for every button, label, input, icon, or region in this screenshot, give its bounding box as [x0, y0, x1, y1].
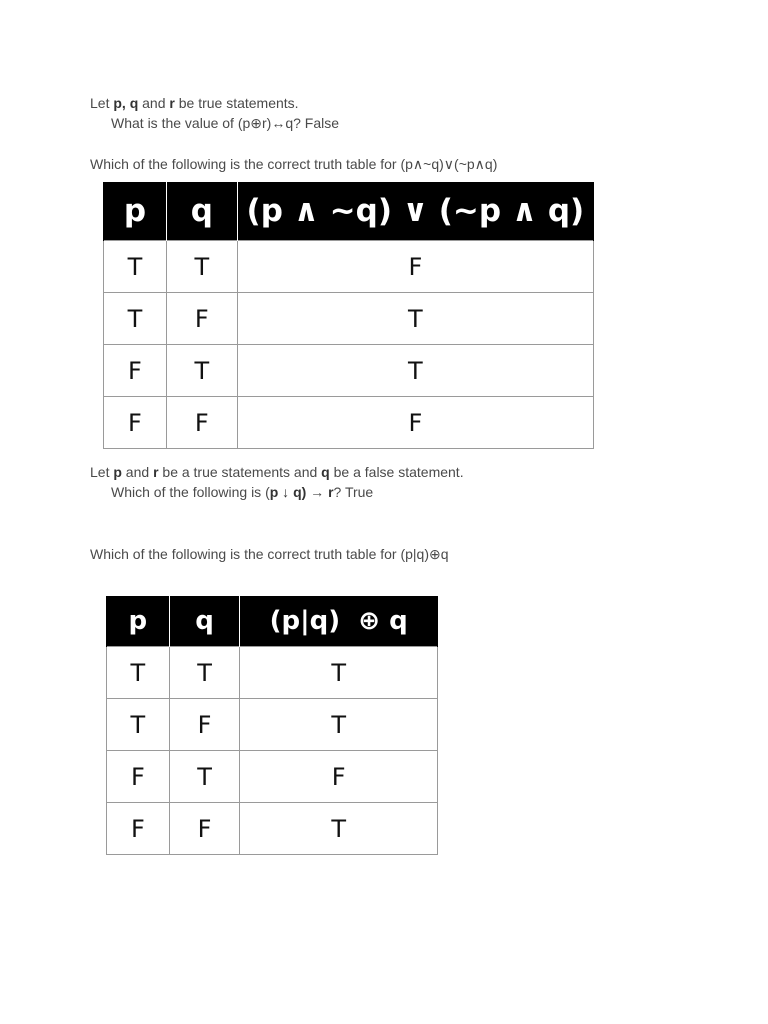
q3-text: be a true statements and: [158, 464, 322, 480]
q3-statement: [90, 463, 464, 481]
q3-var-q: q: [321, 464, 330, 480]
q1-statement: [90, 94, 299, 112]
q3-text: and: [121, 464, 154, 480]
table-cell: T: [169, 647, 240, 699]
q1-text: be true statements.: [174, 95, 299, 111]
table-cell: F: [104, 345, 167, 397]
q3-var-r: r: [328, 484, 334, 500]
table-row: [107, 751, 438, 803]
q1-text: Let: [90, 95, 114, 111]
table-cell: T: [104, 293, 167, 345]
q1-question: What is the value of (p⊕r)↔q? False: [111, 115, 340, 131]
q3-text: Let: [90, 464, 114, 480]
q3-text: →: [306, 484, 329, 500]
q3-text: be a false statement.: [329, 464, 464, 480]
q4-prompt: Which of the following is the correct truth table for (p|q)⊕q: [90, 546, 449, 562]
table-cell: T: [107, 699, 170, 751]
table-cell: F: [237, 397, 593, 449]
table-cell: F: [104, 397, 167, 449]
q1-text: and: [138, 95, 170, 111]
table-row: [107, 647, 438, 699]
q3-var-p: p: [113, 464, 122, 480]
table-cell: T: [237, 345, 593, 397]
table-cell: F: [169, 803, 240, 855]
table-cell: T: [240, 803, 438, 855]
table-cell: F: [166, 293, 237, 345]
table-cell: F: [166, 397, 237, 449]
header-cell: q: [166, 182, 237, 241]
table-row: [107, 699, 438, 751]
q3-text: Which of the following is (: [111, 484, 270, 500]
q3-expr: p ↓ q): [269, 484, 307, 500]
truth-table-2: [106, 596, 438, 855]
table-cell: T: [240, 647, 438, 699]
table-row: [104, 241, 594, 293]
header-cell: p: [107, 596, 170, 647]
table-row: [104, 397, 594, 449]
table-cell: T: [237, 293, 593, 345]
table-cell: T: [169, 751, 240, 803]
table-cell: T: [166, 345, 237, 397]
table-cell: T: [166, 241, 237, 293]
table-cell: F: [107, 803, 170, 855]
header-cell: q: [169, 596, 240, 647]
q3-question: [111, 483, 373, 501]
table-cell: F: [237, 241, 593, 293]
q1-var-pq: p, q: [113, 95, 139, 111]
header-cell: (p|q) ⊕ q: [240, 596, 438, 647]
table-cell: T: [104, 241, 167, 293]
q2-prompt: Which of the following is the correct truth table for (p∧~q)∨(~p∧q): [90, 156, 498, 172]
table-cell: F: [169, 699, 240, 751]
q3-var-r: r: [153, 464, 159, 480]
truth-table-1: [103, 182, 594, 449]
table-cell: F: [240, 751, 438, 803]
q1-var-r: r: [169, 95, 175, 111]
header-cell: p: [104, 182, 167, 241]
table-header-row: [104, 182, 594, 241]
table-header-row: [107, 596, 438, 647]
table-cell: T: [240, 699, 438, 751]
table-row: [104, 293, 594, 345]
q3-text: ? True: [333, 484, 374, 500]
table-row: [107, 803, 438, 855]
table-cell: F: [107, 751, 170, 803]
header-cell: (p ∧ ~q) ∨ (~p ∧ q): [237, 182, 593, 241]
table-row: [104, 345, 594, 397]
table-cell: T: [107, 647, 170, 699]
